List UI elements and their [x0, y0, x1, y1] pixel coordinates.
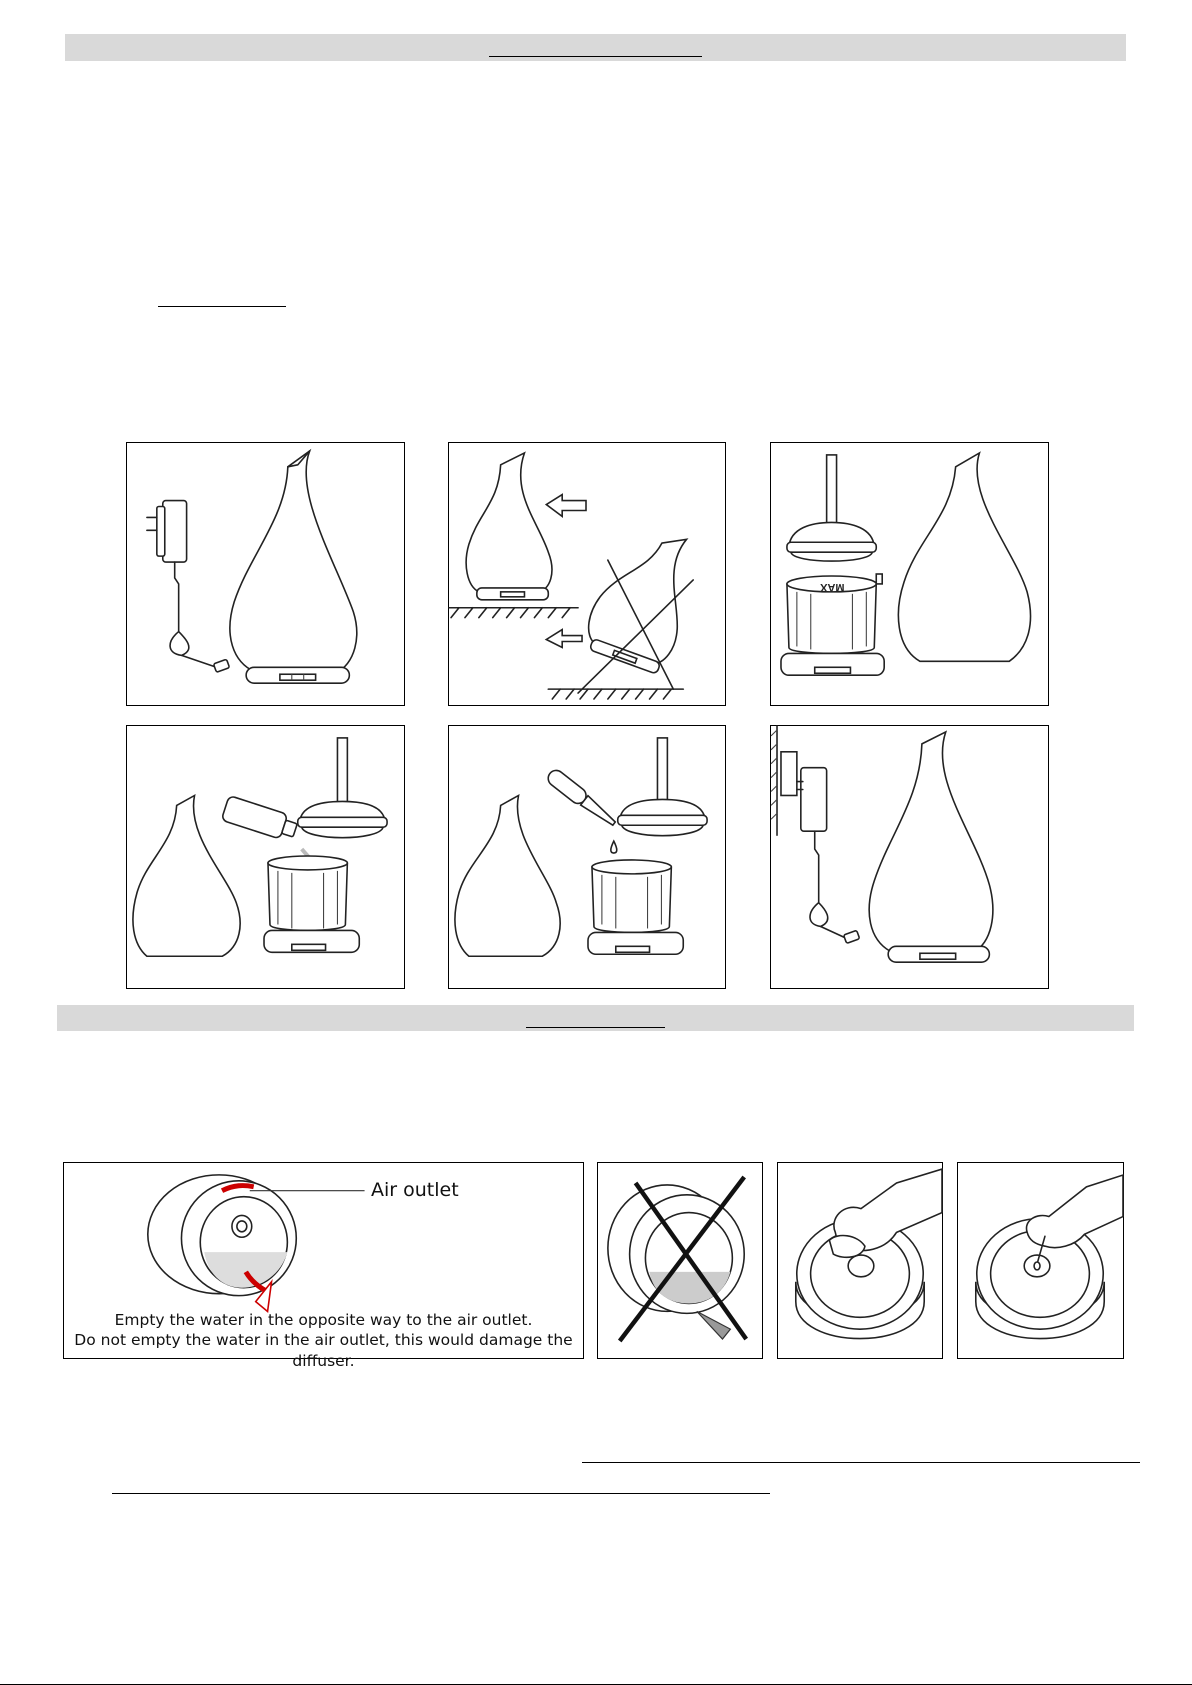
setup-step-4-fill-water: [126, 725, 405, 989]
bottom-underline-2: [112, 1493, 770, 1494]
setup-step-2-placement: [448, 442, 726, 706]
nozzle-icon: [657, 738, 667, 803]
diffuser-upright-icon: [466, 453, 552, 592]
arrow-left-icon: [546, 495, 586, 517]
diffuser-shell-icon: [898, 453, 1030, 661]
arrow-right-icon: [546, 630, 582, 648]
setup-step-3-open-diffuser: [770, 442, 1049, 706]
setup-step-1-adapter-and-diffuser: [126, 442, 405, 706]
section-header-underline-2: [526, 1027, 665, 1028]
cleaning-figure-wipe: [777, 1162, 943, 1359]
cleaning-figure-swab: [957, 1162, 1124, 1359]
cleaning-figure-wrong-way: [597, 1162, 763, 1359]
nozzle-icon: [827, 455, 837, 526]
cleaning-caption-line-2: Do not empty the water in the air outlet, this would damage the diffuser.: [74, 1331, 573, 1370]
bottom-underline-1: [582, 1462, 1140, 1463]
power-adapter-icon: [163, 501, 187, 563]
max-marking: MAX: [820, 580, 845, 593]
oil-dropper-icon: [545, 767, 589, 806]
cleaning-figure-air-outlet: [63, 1162, 584, 1370]
diffuser-shell-icon: [455, 795, 560, 956]
hand-icon: [1026, 1175, 1123, 1248]
nozzle-icon: [337, 738, 347, 805]
section-header-underline-1: [489, 56, 702, 57]
subheading-underline: [158, 306, 286, 307]
diffuser-icon: [230, 451, 357, 673]
power-adapter-icon: [801, 768, 827, 832]
air-outlet-label: Air outlet: [371, 1179, 459, 1201]
pour-arrow-icon: [697, 1311, 731, 1339]
diffuser-icon: [869, 732, 993, 952]
cleaning-caption-line-1: Empty the water in the opposite way to the air outlet.: [114, 1311, 533, 1329]
water-bottle-icon: [221, 795, 287, 839]
setup-step-6-plug-in: [770, 725, 1049, 989]
setup-step-5-add-oil: [448, 725, 726, 989]
oil-drop-icon: [611, 841, 617, 853]
